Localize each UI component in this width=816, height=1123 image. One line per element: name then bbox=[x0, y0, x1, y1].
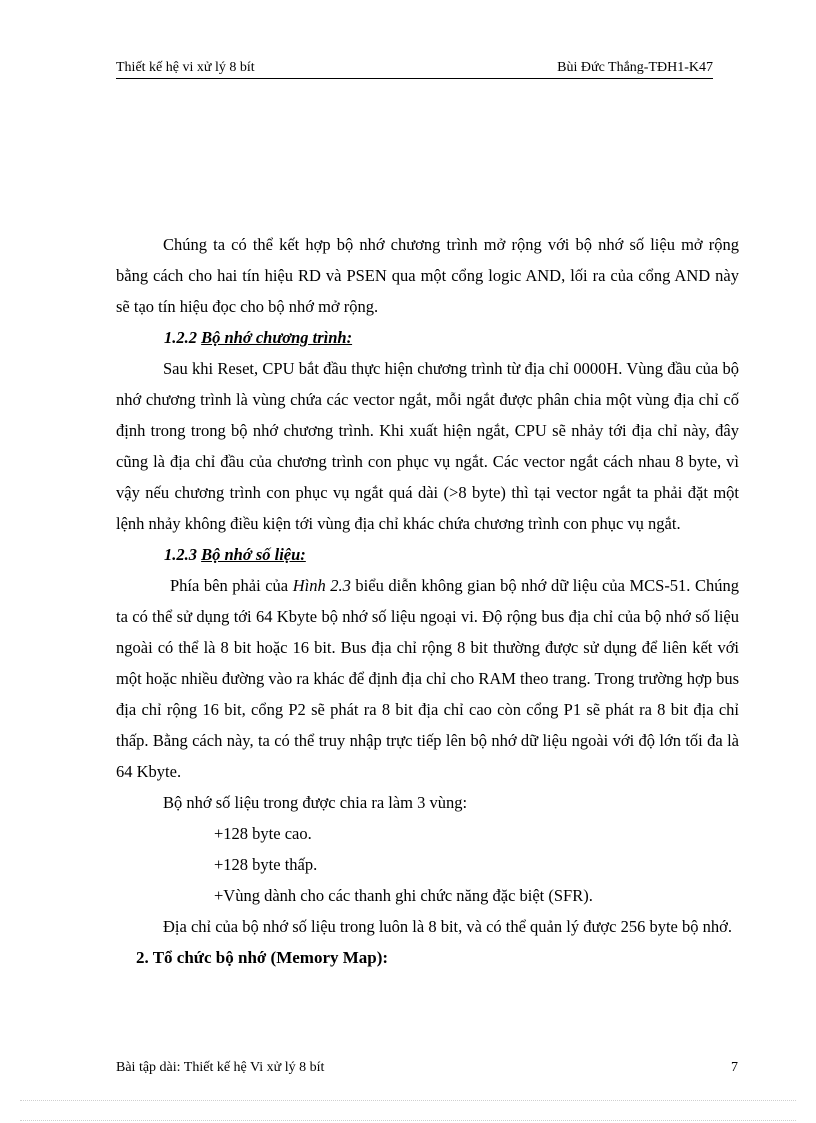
section-heading-data-memory bbox=[116, 539, 739, 570]
section-number: 1.2.2 bbox=[164, 328, 202, 347]
paragraph-data-memory bbox=[116, 570, 739, 787]
list-item: +Vùng dành cho các thanh ghi chức năng đặc biệt (SFR). bbox=[214, 886, 593, 905]
page-number: 7 bbox=[731, 1060, 738, 1075]
list-item: +128 byte thấp. bbox=[214, 855, 318, 874]
paragraph-text: biểu diễn không gian bộ nhớ dữ liệu của MCS-51. Chúng ta có thể sử dụng tới 64 Kbyte bộ nhớ số liệu ngoại vi. Độ rộng bus địa chỉ của bộ nhớ số liệu ngoài có thể là 8 bit hoặc 16 bit. Bus địa chỉ rộng 8 bit thường được sử dụng để liên kết với một hoặc nhiều đường vào ra khác để định địa chỉ cho RAM theo trang. Trong trường hợp bus địa chỉ rộng 16 bit, cổng P2 sẽ phát ra 8 bit địa chỉ cao còn cổng P1 sẽ phát ra 8 bit địa chỉ thấp. Bằng cách này, ta có thể truy nhập trực tiếp lên bộ nhớ dữ liệu ngoài với độ lớn tối đa là 64 Kbyte. bbox=[116, 576, 739, 781]
page-header bbox=[116, 60, 713, 79]
page-footer bbox=[116, 1060, 738, 1076]
section-heading-memory-map: 2. Tổ chức bộ nhớ (Memory Map): bbox=[136, 948, 389, 967]
section-number: 1.2.3 bbox=[164, 545, 202, 564]
section-title: Bộ nhớ số liệu: bbox=[201, 545, 306, 564]
document-body bbox=[116, 229, 739, 973]
section-heading-program-memory bbox=[116, 322, 739, 353]
paragraph-memory-combine: Chúng ta có thể kết hợp bộ nhớ chương trình mở rộng với bộ nhớ số liệu mở rộng bằng cách cho hai tín hiệu RD và PSEN qua một cổng logic AND, lối ra của cổng AND này sẽ tạo tín hiệu đọc cho bộ nhớ mở rộng. bbox=[116, 235, 739, 316]
paragraph-internal-regions: Bộ nhớ số liệu trong được chia ra làm 3 vùng: bbox=[163, 793, 468, 812]
paragraph-internal-address: Địa chỉ của bộ nhớ số liệu trong luôn là 8 bit, và có thể quản lý được 256 byte bộ nhớ. bbox=[163, 917, 732, 936]
page-divider bbox=[20, 1120, 796, 1121]
page-divider bbox=[20, 1100, 796, 1101]
figure-reference: Hình 2.3 bbox=[292, 576, 351, 595]
paragraph-program-memory: Sau khi Reset, CPU bắt đầu thực hiện chương trình từ địa chỉ 0000H. Vùng đầu của bộ nhớ chương trình là vùng chứa các vector ngắt, mỗi ngắt được phân chia một vùng địa chỉ cố định trong trong bộ nhớ chương trình. Khi xuất hiện ngắt, CPU sẽ nhảy tới địa chỉ này, đây cũng là địa chỉ đầu của chương trình con phục vụ ngắt. Các vector ngắt cách nhau 8 byte, vì vậy nếu chương trình con phục vụ ngắt quá dài (>8 byte) thì tại vector ngắt ta phải đặt một lệnh nhảy không điều kiện tới vùng địa chỉ khác chứa chương trình con phục vụ ngắt. bbox=[116, 359, 739, 533]
header-author: Bùi Đức Thắng-TĐH1-K47 bbox=[557, 60, 713, 75]
header-title: Thiết kế hệ vi xử lý 8 bít bbox=[116, 60, 255, 75]
section-title: Bộ nhớ chương trình: bbox=[201, 328, 353, 347]
paragraph-text: Phía bên phải của bbox=[170, 576, 293, 595]
list-item: +128 byte cao. bbox=[214, 824, 312, 843]
footer-title: Bài tập dài: Thiết kế hệ Vi xử lý 8 bít bbox=[116, 1060, 325, 1075]
